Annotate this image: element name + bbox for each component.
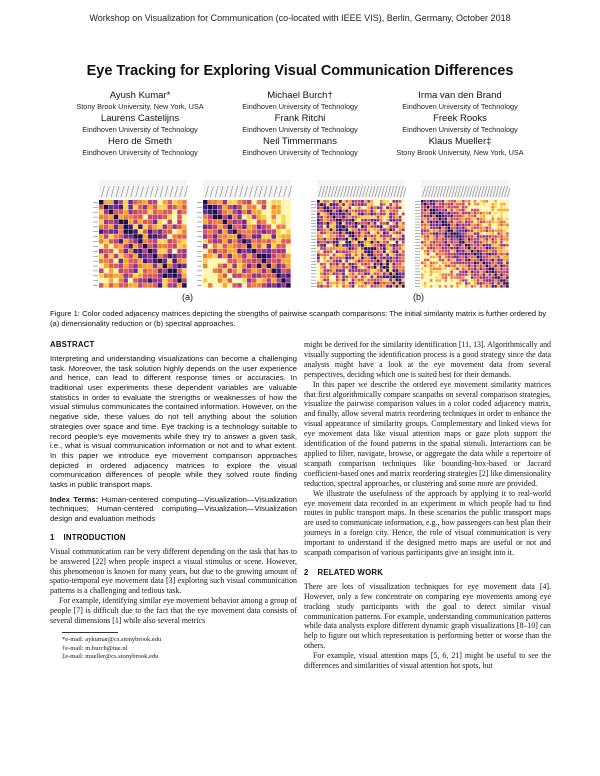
footnote: ‡e-mail: mueller@cs.stonybrook.edu [62, 653, 159, 661]
section-number: 1 [50, 532, 55, 542]
footnote-rule [62, 632, 118, 633]
author-name: Hero de Smeth [108, 136, 172, 147]
author-affiliation: Eindhoven University of Technology [402, 125, 518, 134]
author-name: Irma van den Brand [418, 90, 502, 101]
running-header: Workshop on Visualization for Communication (co-located with IEEE VIS), Berlin, Germany, October 2018 [89, 13, 511, 23]
matrix-heatmap [196, 178, 292, 291]
footnote: †e-mail: m.burch@tue.nl [62, 644, 128, 652]
author [220, 136, 380, 158]
author [60, 136, 220, 158]
figure-label-b: (b) [413, 292, 424, 302]
footnotes [50, 632, 297, 662]
author-name: Klaus Mueller‡ [428, 136, 492, 147]
paragraph: Visual communication can be very different depending on the task that has to be answered [22] when people inspect a visual stimulus or scene. However, this phenomenon is known for many years, but due to the growing amount of spatio-temporal eye movement data [3] exploring such visual communication patterns is a challenging and tedious task. [50, 546, 297, 596]
matrix-heatmap [414, 178, 510, 291]
author-affiliation: Eindhoven University of Technology [82, 125, 198, 134]
paragraph: There are lots of visualization techniques for eye movement data [4]. However, only a few concentrate on comparing eye movements among eye tracking study participants with the goal to detect similar visual communication patterns. For example, understanding communication patterns while data analysts explore different dynamic graph visualizations [8–10] can help to figure out which representation is performing better or worse than the others. [304, 581, 551, 651]
index-terms-label: Index Terms: [50, 494, 99, 504]
author-affiliation: Stony Brook University, New York, USA [76, 102, 204, 111]
author-affiliation: Eindhoven University of Technology [242, 125, 358, 134]
paragraph: For example, identifying similar eye movement behavior among a group of people [7] is difficult due to the fact that the eye movement data consists of several dimensions [1] while also several metrics [50, 596, 297, 626]
section-title: RELATED WORK [317, 567, 384, 577]
figure-1 [84, 175, 516, 305]
figure-caption: Figure 1: Color coded adjacency matrices depicting the strengths of pairwise scanpath comparisons: The initial similarity matrix is further ordered by (a) dimensionality reduction or (b) spectral approaches. [50, 309, 547, 328]
left-column [50, 340, 297, 662]
abstract-heading: ABSTRACT [50, 340, 95, 349]
paragraph: In this paper we describe the ordered eye movement similarity matrices that first algorithmically compare scanpaths on several comparison strategies, visualize the pairwise comparison values in a color coded adjacency matrix, and finally, allow several matrix reordering techniques in order to enhance the visual appearance of similarity groups. Complementary and linked views for eye movement data like visual attention maps or gaze plots support the identification of the found patterns in the spatial stimuli. Interactions can be applied to filter, navigate, browse, or aggregate the data while a repertoire of scanpath comparison techniques like bounding-box-based or Jaccard coefficient-based ones and matrix reordering strategies [2] like dimensionality reduction, spectral approaches, or clustering and some more are provided. [304, 379, 552, 488]
index-terms-text: Human-centered computing—Visualization—Visualization techniques; Human-centered computing—Visualization—Visualization design and evaluation methods [50, 494, 298, 524]
author-name: Ayush Kumar* [109, 90, 171, 101]
author [380, 113, 540, 135]
section-heading-related-work [304, 568, 551, 578]
author-affiliation: Stony Brook University, New York, USA [396, 148, 524, 157]
footnote: *e-mail: aykumar@cs.stonybrook.edu [62, 636, 162, 644]
figure-panel-a [84, 175, 294, 293]
author-name: Neil Timmermans [263, 136, 337, 147]
author-affiliation: Eindhoven University of Technology [82, 148, 198, 157]
author-name: Laurens Castelijns [100, 113, 180, 124]
paragraph: might be derived for the similarity identification [11, 13]. Algorithmically and visually supporting the identification process is a good strategy since the data analysts might have a look at the eye movement data from several perspectives, deciding which one is suited best for their demands. [304, 340, 551, 379]
paragraph: We illustrate the usefulness of the approach by applying it to real-world eye movement data recorded in an experiment in which people had to find routes in public transport maps. In these scenarios the public transport maps are used to communicate information, e.g., how passengers can best plan their journeys in a foreign city. Hence, the role of visual communication is very important to understand if the designed metro maps are useful or not and scanpath comparison of various participants give an insight into it. [304, 488, 551, 558]
figure-panel-b [306, 175, 516, 293]
paragraph: For example, visual attention maps [5, 6, 21] might be useful to see the differences and similarities of visual attention hot spots, but [304, 651, 551, 671]
matrix-heatmap [310, 178, 406, 291]
author-name: Michael Burch† [267, 90, 333, 101]
matrix-heatmap [92, 178, 188, 291]
section-heading-introduction [50, 533, 297, 543]
paper-title: Eye Tracking for Exploring Visual Communication Differences [86, 63, 514, 79]
author [220, 113, 380, 135]
author [60, 90, 220, 112]
right-column [304, 340, 551, 671]
author-name: Frank Ritchi [274, 113, 326, 124]
author [60, 113, 220, 135]
section-number: 2 [304, 567, 309, 577]
figure-label-a: (a) [182, 292, 193, 302]
author-name: Freek Rooks [433, 113, 487, 124]
abstract-text: Interpreting and understanding visualizations can become a challenging task. Moreover, the task solution highly depends on the user experience and hence, can lead to different response times or accuracies. In traditional user experiments these dependent variables are valuable statistics in order to evaluate the strengths or weaknesses of how the visual stimulus communicates the contained information. However, on the negative side, these values do not tell anything about the solution strategies over space and time. Eye tracking is a technology suitable to record people's eye movements while they try to answer a given task, i.e., what is visual communication information or not and to what extent. In this paper we introduce eye movement comparison approaches depicted in ordered adjacency matrices to explore the visual communication differences of people while they solved route finding tasks in public transport maps. [50, 353, 297, 490]
author [220, 90, 380, 112]
section-title: INTRODUCTION [63, 532, 126, 542]
author-list [60, 90, 540, 158]
author-affiliation: Eindhoven University of Technology [242, 102, 358, 111]
index-terms [50, 495, 297, 524]
author [380, 136, 540, 158]
author-affiliation: Eindhoven University of Technology [242, 148, 358, 157]
author-affiliation: Eindhoven University of Technology [402, 102, 518, 111]
author [380, 90, 540, 112]
